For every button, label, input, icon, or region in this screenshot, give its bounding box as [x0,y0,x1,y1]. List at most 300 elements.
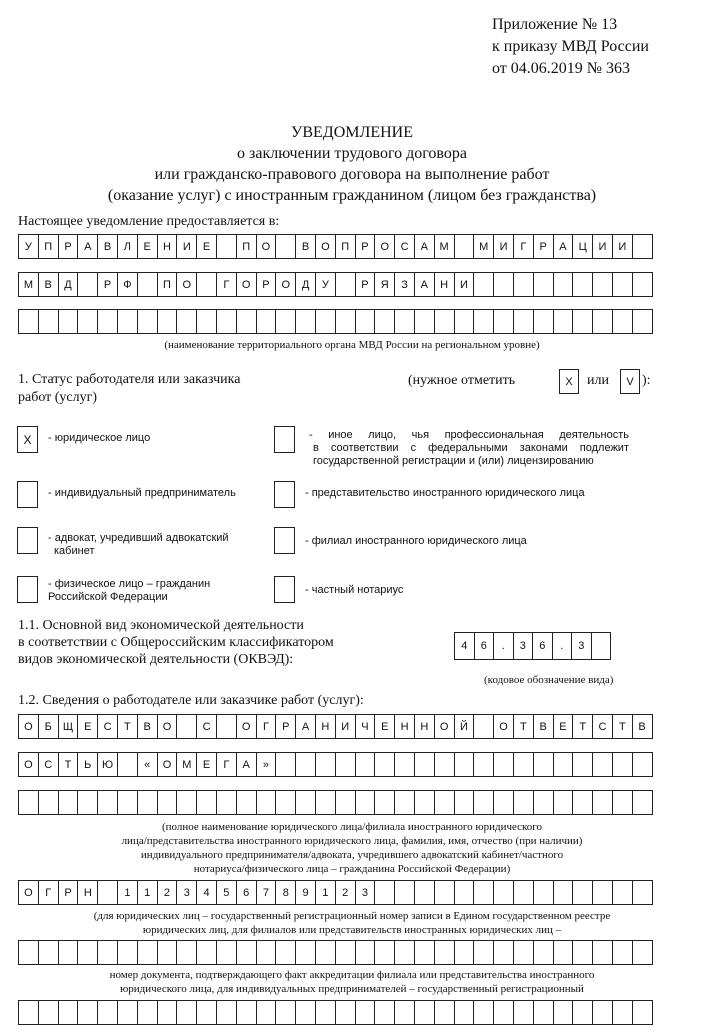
char-cell[interactable]: А [77,234,98,259]
char-cell[interactable]: Ю [97,752,118,777]
char-cell[interactable]: И [335,714,356,739]
char-cell[interactable] [216,234,237,259]
char-cell[interactable]: У [18,234,39,259]
char-cell[interactable]: Н [394,714,415,739]
char-cell[interactable] [592,940,613,965]
char-cell[interactable]: О [236,714,257,739]
char-cell[interactable]: В [295,234,316,259]
char-cell[interactable] [493,752,514,777]
char-cell[interactable] [77,940,98,965]
char-cell[interactable] [335,940,356,965]
char-cell[interactable]: И [493,234,514,259]
char-cell[interactable]: 2 [157,880,178,905]
char-cell[interactable] [236,940,257,965]
char-cell[interactable] [236,1000,257,1025]
char-cell[interactable]: Р [355,234,376,259]
char-cell[interactable] [236,790,257,815]
char-cell[interactable] [176,714,197,739]
char-cell[interactable] [572,1000,593,1025]
char-cell[interactable] [414,1000,435,1025]
char-cell[interactable] [572,752,593,777]
char-cell[interactable] [513,940,534,965]
char-cell[interactable] [414,940,435,965]
char-cell[interactable] [58,940,79,965]
char-cell[interactable]: О [434,714,455,739]
char-cell[interactable] [295,790,316,815]
char-cell[interactable] [493,309,514,334]
char-cell[interactable]: Р [275,714,296,739]
char-cell[interactable]: Р [97,272,118,297]
char-cell[interactable]: О [315,234,336,259]
char-cell[interactable] [374,940,395,965]
char-cell[interactable] [335,309,356,334]
char-cell[interactable]: И [612,234,633,259]
char-cell[interactable]: Г [216,752,237,777]
char-cell[interactable] [493,1000,514,1025]
char-cell[interactable] [632,880,653,905]
char-cell[interactable] [513,1000,534,1025]
char-cell[interactable] [553,790,574,815]
char-cell[interactable] [216,309,237,334]
char-cell[interactable]: Е [196,752,217,777]
checkbox-legal-entity[interactable]: X [17,426,38,453]
char-cell[interactable]: 3 [355,880,376,905]
char-cell[interactable] [553,752,574,777]
char-cell[interactable] [513,272,534,297]
char-cell[interactable]: Т [58,752,79,777]
okved-cell[interactable]: 6 [532,632,553,660]
char-cell[interactable]: Г [38,880,59,905]
char-cell[interactable]: А [295,714,316,739]
char-cell[interactable] [394,790,415,815]
char-cell[interactable] [493,940,514,965]
char-cell[interactable]: 9 [295,880,316,905]
char-cell[interactable] [196,1000,217,1025]
char-cell[interactable]: Р [355,272,376,297]
char-cell[interactable] [632,272,653,297]
char-cell[interactable]: А [236,752,257,777]
char-cell[interactable] [632,940,653,965]
char-cell[interactable]: Т [572,714,593,739]
char-cell[interactable] [157,940,178,965]
char-cell[interactable]: Н [157,234,178,259]
char-cell[interactable] [533,272,554,297]
char-cell[interactable] [216,1000,237,1025]
char-cell[interactable]: П [157,272,178,297]
char-cell[interactable] [196,940,217,965]
char-cell[interactable] [473,309,494,334]
char-cell[interactable] [394,309,415,334]
char-cell[interactable]: Е [553,714,574,739]
char-cell[interactable] [374,1000,395,1025]
char-cell[interactable]: О [157,714,178,739]
char-cell[interactable] [157,309,178,334]
char-cell[interactable] [612,752,633,777]
char-cell[interactable] [553,1000,574,1025]
char-cell[interactable]: 4 [196,880,217,905]
char-cell[interactable] [355,309,376,334]
char-cell[interactable]: Ь [77,752,98,777]
char-cell[interactable]: Д [295,272,316,297]
char-cell[interactable]: 2 [335,880,356,905]
char-cell[interactable] [632,234,653,259]
char-cell[interactable] [612,309,633,334]
checkbox-notary[interactable] [274,576,295,603]
char-cell[interactable] [157,790,178,815]
char-cell[interactable] [335,790,356,815]
char-cell[interactable]: « [137,752,158,777]
char-cell[interactable] [137,1000,158,1025]
char-cell[interactable]: С [38,752,59,777]
char-cell[interactable] [256,940,277,965]
char-cell[interactable] [216,940,237,965]
char-cell[interactable] [592,1000,613,1025]
char-cell[interactable]: О [275,272,296,297]
char-cell[interactable] [137,272,158,297]
char-cell[interactable]: С [592,714,613,739]
char-cell[interactable] [97,940,118,965]
char-cell[interactable]: Р [58,234,79,259]
char-cell[interactable] [572,940,593,965]
char-cell[interactable] [394,1000,415,1025]
char-cell[interactable] [236,309,257,334]
char-cell[interactable] [295,940,316,965]
char-cell[interactable] [533,309,554,334]
char-cell[interactable] [196,790,217,815]
char-cell[interactable] [553,309,574,334]
char-cell[interactable]: Т [117,714,138,739]
char-cell[interactable]: О [18,880,39,905]
char-cell[interactable] [176,1000,197,1025]
okved-cell[interactable]: 3 [571,632,592,660]
char-cell[interactable]: Ц [572,234,593,259]
char-cell[interactable]: Г [256,714,277,739]
char-cell[interactable]: В [137,714,158,739]
char-cell[interactable] [355,1000,376,1025]
char-cell[interactable] [612,1000,633,1025]
char-cell[interactable] [18,309,39,334]
char-cell[interactable] [77,309,98,334]
char-cell[interactable]: Н [77,880,98,905]
char-cell[interactable]: Г [513,234,534,259]
char-cell[interactable]: Е [374,714,395,739]
char-cell[interactable] [394,752,415,777]
char-cell[interactable]: Р [256,272,277,297]
char-cell[interactable] [275,1000,296,1025]
char-cell[interactable] [117,309,138,334]
employer-row-1[interactable] [18,714,652,739]
char-cell[interactable]: З [394,272,415,297]
char-cell[interactable] [315,752,336,777]
char-cell[interactable] [592,752,613,777]
char-cell[interactable] [632,790,653,815]
char-cell[interactable] [414,752,435,777]
char-cell[interactable]: 8 [275,880,296,905]
char-cell[interactable] [454,790,475,815]
char-cell[interactable] [275,752,296,777]
char-cell[interactable]: Д [58,272,79,297]
char-cell[interactable] [434,790,455,815]
char-cell[interactable] [454,880,475,905]
char-cell[interactable] [572,790,593,815]
char-cell[interactable]: 7 [256,880,277,905]
char-cell[interactable] [572,880,593,905]
okved-cell[interactable]: 4 [454,632,475,660]
char-cell[interactable] [493,880,514,905]
char-cell[interactable] [612,272,633,297]
char-cell[interactable]: О [176,272,197,297]
char-cell[interactable]: О [18,752,39,777]
char-cell[interactable]: Ф [117,272,138,297]
char-cell[interactable] [275,940,296,965]
ogrn-row[interactable] [18,880,652,905]
char-cell[interactable]: Г [216,272,237,297]
char-cell[interactable] [374,752,395,777]
char-cell[interactable]: О [493,714,514,739]
char-cell[interactable] [592,880,613,905]
char-cell[interactable]: П [335,234,356,259]
char-cell[interactable] [454,1000,475,1025]
char-cell[interactable] [473,940,494,965]
char-cell[interactable]: Е [77,714,98,739]
char-cell[interactable]: 1 [137,880,158,905]
employer-row-3[interactable] [18,790,652,815]
char-cell[interactable]: » [256,752,277,777]
char-cell[interactable] [117,752,138,777]
char-cell[interactable]: П [236,234,257,259]
char-cell[interactable] [176,309,197,334]
char-cell[interactable] [117,1000,138,1025]
char-cell[interactable]: Е [196,234,217,259]
char-cell[interactable] [216,714,237,739]
char-cell[interactable]: Т [513,714,534,739]
char-cell[interactable]: О [256,234,277,259]
char-cell[interactable]: Я [374,272,395,297]
char-cell[interactable]: 1 [117,880,138,905]
char-cell[interactable] [315,1000,336,1025]
char-cell[interactable] [315,790,336,815]
char-cell[interactable]: 6 [236,880,257,905]
okved-cell[interactable]: 6 [474,632,495,660]
char-cell[interactable] [434,309,455,334]
char-cell[interactable]: 5 [216,880,237,905]
char-cell[interactable] [454,940,475,965]
char-cell[interactable] [355,752,376,777]
char-cell[interactable] [612,940,633,965]
char-cell[interactable] [533,752,554,777]
char-cell[interactable] [394,940,415,965]
checkbox-branch[interactable] [274,527,295,554]
char-cell[interactable] [157,1000,178,1025]
char-cell[interactable]: Б [38,714,59,739]
char-cell[interactable] [434,752,455,777]
char-cell[interactable]: О [374,234,395,259]
char-cell[interactable] [533,940,554,965]
char-cell[interactable] [355,790,376,815]
char-cell[interactable]: Л [117,234,138,259]
char-cell[interactable]: Н [434,272,455,297]
char-cell[interactable]: О [236,272,257,297]
char-cell[interactable] [473,880,494,905]
recipient-row-3[interactable] [18,309,652,334]
char-cell[interactable] [434,1000,455,1025]
char-cell[interactable] [38,790,59,815]
char-cell[interactable] [117,790,138,815]
char-cell[interactable]: М [434,234,455,259]
char-cell[interactable] [77,272,98,297]
char-cell[interactable] [176,790,197,815]
char-cell[interactable] [335,272,356,297]
char-cell[interactable]: Е [137,234,158,259]
char-cell[interactable] [18,940,39,965]
char-cell[interactable] [77,790,98,815]
char-cell[interactable] [256,309,277,334]
char-cell[interactable] [295,1000,316,1025]
char-cell[interactable] [374,309,395,334]
char-cell[interactable] [434,880,455,905]
char-cell[interactable] [414,790,435,815]
char-cell[interactable] [473,752,494,777]
char-cell[interactable] [513,880,534,905]
char-cell[interactable]: В [632,714,653,739]
checkbox-individual-citizen[interactable] [17,576,38,603]
registration-number-row[interactable] [18,1000,652,1025]
char-cell[interactable] [77,1000,98,1025]
char-cell[interactable] [355,940,376,965]
okved-cell[interactable]: . [493,632,514,660]
char-cell[interactable]: Р [58,880,79,905]
okved-cell[interactable]: 3 [513,632,534,660]
char-cell[interactable] [137,790,158,815]
char-cell[interactable] [137,940,158,965]
char-cell[interactable] [572,309,593,334]
char-cell[interactable] [553,880,574,905]
char-cell[interactable] [58,790,79,815]
char-cell[interactable] [493,790,514,815]
char-cell[interactable] [97,1000,118,1025]
char-cell[interactable] [592,272,613,297]
char-cell[interactable] [176,940,197,965]
char-cell[interactable]: И [592,234,613,259]
employer-row-2[interactable] [18,752,652,777]
char-cell[interactable]: А [414,272,435,297]
char-cell[interactable] [315,309,336,334]
char-cell[interactable] [473,1000,494,1025]
char-cell[interactable] [374,880,395,905]
char-cell[interactable] [454,309,475,334]
char-cell[interactable]: А [553,234,574,259]
char-cell[interactable] [632,1000,653,1025]
char-cell[interactable] [97,880,118,905]
char-cell[interactable] [38,309,59,334]
char-cell[interactable]: 1 [315,880,336,905]
checkbox-individual-entrepreneur[interactable] [17,481,38,508]
char-cell[interactable]: Й [454,714,475,739]
char-cell[interactable]: С [394,234,415,259]
char-cell[interactable] [612,790,633,815]
char-cell[interactable]: О [18,714,39,739]
char-cell[interactable] [454,234,475,259]
char-cell[interactable]: В [533,714,554,739]
char-cell[interactable]: М [473,234,494,259]
char-cell[interactable] [335,1000,356,1025]
char-cell[interactable]: Н [315,714,336,739]
char-cell[interactable] [374,790,395,815]
char-cell[interactable]: С [97,714,118,739]
char-cell[interactable]: М [176,752,197,777]
char-cell[interactable] [533,880,554,905]
char-cell[interactable] [473,272,494,297]
char-cell[interactable] [553,272,574,297]
char-cell[interactable] [256,1000,277,1025]
checkbox-other-person[interactable] [274,426,295,453]
char-cell[interactable] [295,752,316,777]
char-cell[interactable] [315,940,336,965]
char-cell[interactable] [275,234,296,259]
char-cell[interactable] [216,790,237,815]
char-cell[interactable] [592,309,613,334]
char-cell[interactable] [434,940,455,965]
char-cell[interactable]: О [157,752,178,777]
char-cell[interactable] [414,880,435,905]
char-cell[interactable] [632,752,653,777]
recipient-row-2[interactable] [18,272,652,297]
char-cell[interactable] [97,790,118,815]
char-cell[interactable] [196,272,217,297]
char-cell[interactable] [18,1000,39,1025]
char-cell[interactable] [513,309,534,334]
char-cell[interactable]: М [18,272,39,297]
char-cell[interactable]: Н [414,714,435,739]
char-cell[interactable]: В [38,272,59,297]
char-cell[interactable] [454,752,475,777]
char-cell[interactable]: И [176,234,197,259]
char-cell[interactable] [275,309,296,334]
char-cell[interactable] [295,309,316,334]
recipient-row-1[interactable] [18,234,652,259]
char-cell[interactable] [513,790,534,815]
char-cell[interactable]: В [97,234,118,259]
char-cell[interactable] [414,309,435,334]
char-cell[interactable] [533,790,554,815]
char-cell[interactable]: Щ [58,714,79,739]
char-cell[interactable] [473,790,494,815]
char-cell[interactable] [196,309,217,334]
okved-cell[interactable]: . [552,632,573,660]
char-cell[interactable] [572,272,593,297]
okved-cell[interactable] [591,632,612,660]
char-cell[interactable] [473,714,494,739]
char-cell[interactable]: А [414,234,435,259]
checkbox-lawyer[interactable] [17,527,38,554]
char-cell[interactable]: Ч [355,714,376,739]
char-cell[interactable] [117,940,138,965]
char-cell[interactable] [553,940,574,965]
char-cell[interactable] [137,309,158,334]
char-cell[interactable] [632,309,653,334]
okved-code-cells[interactable] [454,632,610,660]
char-cell[interactable]: П [38,234,59,259]
char-cell[interactable] [97,309,118,334]
char-cell[interactable]: С [196,714,217,739]
char-cell[interactable]: И [454,272,475,297]
char-cell[interactable] [18,790,39,815]
char-cell[interactable] [275,790,296,815]
char-cell[interactable] [493,272,514,297]
char-cell[interactable] [256,790,277,815]
char-cell[interactable]: У [315,272,336,297]
char-cell[interactable] [335,752,356,777]
